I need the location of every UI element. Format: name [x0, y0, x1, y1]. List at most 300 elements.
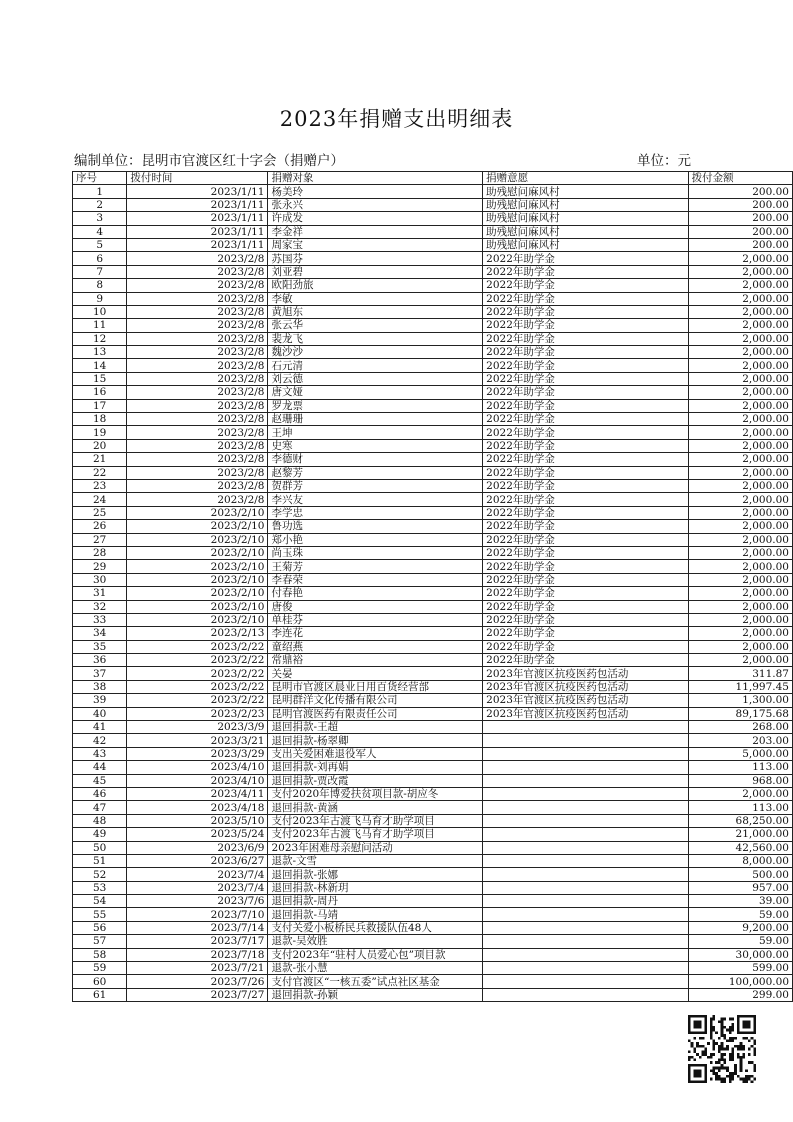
row-purpose [483, 921, 688, 934]
table-row [73, 921, 793, 934]
row-date: 2023/7/10 [127, 908, 268, 921]
row-purpose: 助残慰问麻风村 [483, 212, 688, 225]
row-recipient: 王坤 [268, 426, 483, 439]
row-purpose [483, 801, 688, 814]
table-row [73, 466, 793, 479]
row-purpose: 2022年助学金 [483, 413, 688, 426]
table-row [73, 988, 793, 1001]
row-amount: 2,000.00 [688, 613, 792, 626]
row-amount: 2,000.00 [688, 493, 792, 506]
row-amount: 2,000.00 [688, 319, 792, 332]
row-purpose [483, 975, 688, 988]
row-number: 12 [73, 332, 127, 345]
row-date: 2023/4/10 [127, 761, 268, 774]
row-purpose: 2022年助学金 [483, 439, 688, 452]
row-date: 2023/7/26 [127, 975, 268, 988]
row-amount: 2,000.00 [688, 426, 792, 439]
row-amount: 2,000.00 [688, 573, 792, 586]
row-recipient: 退款-张小慧 [268, 962, 483, 975]
row-date: 2023/7/14 [127, 921, 268, 934]
row-amount: 500.00 [688, 868, 792, 881]
row-purpose [483, 854, 688, 867]
row-purpose: 2022年助学金 [483, 640, 688, 653]
row-recipient: 支付关爱小板桥民兵救援队伍48人 [268, 921, 483, 934]
table-row [73, 305, 793, 318]
row-number: 41 [73, 721, 127, 734]
row-amount: 2,000.00 [688, 546, 792, 559]
row-recipient: 退回捐款-王超 [268, 721, 483, 734]
row-recipient: 退回捐款-贾改霞 [268, 774, 483, 787]
row-amount: 299.00 [688, 988, 792, 1001]
row-purpose [483, 908, 688, 921]
row-recipient: 李金祥 [268, 225, 483, 238]
row-amount: 21,000.00 [688, 828, 792, 841]
row-date: 2023/2/10 [127, 573, 268, 586]
row-purpose: 2023年官渡区抗疫医药包活动 [483, 707, 688, 720]
row-recipient: 常鼎裕 [268, 654, 483, 667]
row-amount: 203.00 [688, 734, 792, 747]
row-recipient: 2023年困难母亲慰问活动 [268, 841, 483, 854]
table-row [73, 908, 793, 921]
row-date: 2023/2/8 [127, 453, 268, 466]
row-number: 53 [73, 881, 127, 894]
row-date: 2023/7/4 [127, 881, 268, 894]
table-row [73, 841, 793, 854]
row-amount: 100,000.00 [688, 975, 792, 988]
table-row [73, 279, 793, 292]
row-amount: 59.00 [688, 935, 792, 948]
row-date: 2023/2/10 [127, 533, 268, 546]
row-number: 21 [73, 453, 127, 466]
row-amount: 2,000.00 [688, 560, 792, 573]
table-row [73, 761, 793, 774]
row-number: 8 [73, 279, 127, 292]
table-row [73, 640, 793, 653]
row-recipient: 刘亚碧 [268, 265, 483, 278]
row-recipient: 支出关爱困难退役军人 [268, 747, 483, 760]
row-amount: 42,560.00 [688, 841, 792, 854]
row-amount: 200.00 [688, 238, 792, 251]
table-body [73, 185, 793, 1002]
table-row [73, 479, 793, 492]
row-number: 25 [73, 506, 127, 519]
row-amount: 2,000.00 [688, 627, 792, 640]
table-row [73, 426, 793, 439]
row-date: 2023/7/4 [127, 868, 268, 881]
row-number: 29 [73, 560, 127, 573]
table-row [73, 654, 793, 667]
table-row [73, 694, 793, 707]
row-purpose: 2022年助学金 [483, 654, 688, 667]
row-date: 2023/2/8 [127, 466, 268, 479]
row-purpose: 2022年助学金 [483, 506, 688, 519]
row-number: 10 [73, 305, 127, 318]
table-row [73, 252, 793, 265]
row-amount: 2,000.00 [688, 787, 792, 800]
header-number: 序号 [73, 172, 127, 185]
row-recipient: 退回捐款-林新玥 [268, 881, 483, 894]
row-purpose: 2022年助学金 [483, 520, 688, 533]
table-row [73, 265, 793, 278]
row-number: 16 [73, 386, 127, 399]
row-number: 57 [73, 935, 127, 948]
row-amount: 2,000.00 [688, 332, 792, 345]
row-recipient: 王菊芳 [268, 560, 483, 573]
row-date: 2023/2/8 [127, 265, 268, 278]
row-date: 2023/5/10 [127, 814, 268, 827]
row-number: 4 [73, 225, 127, 238]
row-date: 2023/4/18 [127, 801, 268, 814]
row-date: 2023/2/8 [127, 292, 268, 305]
row-recipient: 退回捐款-刘再娟 [268, 761, 483, 774]
row-number: 48 [73, 814, 127, 827]
row-purpose [483, 761, 688, 774]
row-recipient: 李敏 [268, 292, 483, 305]
row-amount: 2,000.00 [688, 279, 792, 292]
row-recipient: 史寒 [268, 439, 483, 452]
row-number: 60 [73, 975, 127, 988]
row-amount: 2,000.00 [688, 654, 792, 667]
table-row [73, 734, 793, 747]
table-header-row [73, 172, 793, 185]
row-recipient: 李德财 [268, 453, 483, 466]
row-date: 2023/2/10 [127, 600, 268, 613]
row-purpose: 2022年助学金 [483, 332, 688, 345]
table-row [73, 573, 793, 586]
row-amount: 2,000.00 [688, 372, 792, 385]
row-recipient: 退回捐款-周丹 [268, 895, 483, 908]
row-recipient: 张永兴 [268, 198, 483, 211]
row-amount: 2,000.00 [688, 640, 792, 653]
row-purpose [483, 988, 688, 1001]
row-purpose [483, 734, 688, 747]
table-row [73, 935, 793, 948]
row-date: 2023/2/10 [127, 613, 268, 626]
row-purpose: 2022年助学金 [483, 426, 688, 439]
row-recipient: 退回捐款-马靖 [268, 908, 483, 921]
row-amount: 8,000.00 [688, 854, 792, 867]
header-purpose: 捐赠意愿 [483, 172, 688, 185]
row-purpose: 2022年助学金 [483, 479, 688, 492]
table-row [73, 881, 793, 894]
row-purpose [483, 721, 688, 734]
currency-unit: 单位：元 [637, 153, 691, 169]
row-date: 2023/2/10 [127, 560, 268, 573]
row-date: 2023/1/11 [127, 225, 268, 238]
row-date: 2023/1/11 [127, 238, 268, 251]
row-number: 38 [73, 680, 127, 693]
row-date: 2023/4/10 [127, 774, 268, 787]
table-row [73, 386, 793, 399]
row-recipient: 退回捐款-张娜 [268, 868, 483, 881]
row-purpose [483, 841, 688, 854]
row-number: 7 [73, 265, 127, 278]
row-amount: 39.00 [688, 895, 792, 908]
row-purpose: 2022年助学金 [483, 573, 688, 586]
table-row [73, 225, 793, 238]
row-date: 2023/1/11 [127, 212, 268, 225]
row-number: 13 [73, 346, 127, 359]
row-date: 2023/2/8 [127, 479, 268, 492]
row-amount: 2,000.00 [688, 305, 792, 318]
row-date: 2023/2/22 [127, 680, 268, 693]
row-amount: 200.00 [688, 198, 792, 211]
row-recipient: 赵黎芳 [268, 466, 483, 479]
row-recipient: 鲁功选 [268, 520, 483, 533]
row-amount: 268.00 [688, 721, 792, 734]
header-date: 拨付时间 [127, 172, 268, 185]
row-date: 2023/2/22 [127, 640, 268, 653]
row-recipient: 尚玉珠 [268, 546, 483, 559]
row-number: 14 [73, 359, 127, 372]
table-row [73, 721, 793, 734]
table-row [73, 319, 793, 332]
row-recipient: 退回捐款-杨翠卿 [268, 734, 483, 747]
row-date: 2023/3/21 [127, 734, 268, 747]
row-date: 2023/6/9 [127, 841, 268, 854]
row-number: 43 [73, 747, 127, 760]
row-recipient: 裴龙飞 [268, 332, 483, 345]
row-date: 2023/7/27 [127, 988, 268, 1001]
row-amount: 9,200.00 [688, 921, 792, 934]
table-row [73, 238, 793, 251]
row-purpose [483, 814, 688, 827]
table-row [73, 560, 793, 573]
row-purpose: 2022年助学金 [483, 560, 688, 573]
row-purpose [483, 868, 688, 881]
row-date: 2023/2/8 [127, 372, 268, 385]
row-number: 26 [73, 520, 127, 533]
row-recipient: 罗龙票 [268, 399, 483, 412]
row-purpose: 2022年助学金 [483, 627, 688, 640]
row-purpose [483, 828, 688, 841]
table-row [73, 613, 793, 626]
row-date: 2023/2/8 [127, 399, 268, 412]
table-row [73, 453, 793, 466]
row-amount: 11,997.45 [688, 680, 792, 693]
row-recipient: 许成发 [268, 212, 483, 225]
row-recipient: 支付2023年古渡飞马育才助学项目 [268, 828, 483, 841]
row-number: 28 [73, 546, 127, 559]
row-purpose: 2022年助学金 [483, 319, 688, 332]
table-row [73, 359, 793, 372]
row-number: 59 [73, 962, 127, 975]
row-recipient: 石元清 [268, 359, 483, 372]
row-number: 23 [73, 479, 127, 492]
row-purpose: 2022年助学金 [483, 265, 688, 278]
row-number: 11 [73, 319, 127, 332]
table-row [73, 546, 793, 559]
row-date: 2023/2/13 [127, 627, 268, 640]
row-date: 2023/1/11 [127, 185, 268, 198]
header-recipient: 捐赠对象 [268, 172, 483, 185]
row-date: 2023/2/8 [127, 386, 268, 399]
row-date: 2023/2/8 [127, 305, 268, 318]
row-amount: 957.00 [688, 881, 792, 894]
row-purpose: 助残慰问麻风村 [483, 198, 688, 211]
row-number: 46 [73, 787, 127, 800]
row-purpose [483, 935, 688, 948]
row-amount: 2,000.00 [688, 252, 792, 265]
row-recipient: 昆明市官渡区晨业日用百货经营部 [268, 680, 483, 693]
table-row [73, 439, 793, 452]
row-purpose: 2022年助学金 [483, 399, 688, 412]
row-purpose: 2022年助学金 [483, 252, 688, 265]
row-number: 49 [73, 828, 127, 841]
row-amount: 2,000.00 [688, 533, 792, 546]
compiling-unit: 编制单位：昆明市官渡区红十字会（捐赠户） [74, 153, 344, 169]
row-recipient: 刘云德 [268, 372, 483, 385]
row-number: 39 [73, 694, 127, 707]
row-number: 45 [73, 774, 127, 787]
row-number: 52 [73, 868, 127, 881]
row-number: 34 [73, 627, 127, 640]
row-purpose: 2022年助学金 [483, 386, 688, 399]
table-row [73, 962, 793, 975]
row-recipient: 黄旭东 [268, 305, 483, 318]
table-row [73, 292, 793, 305]
row-recipient: 李连花 [268, 627, 483, 640]
row-number: 50 [73, 841, 127, 854]
row-number: 2 [73, 198, 127, 211]
row-date: 2023/2/10 [127, 520, 268, 533]
row-date: 2023/2/8 [127, 252, 268, 265]
row-number: 15 [73, 372, 127, 385]
table-row [73, 814, 793, 827]
row-date: 2023/5/24 [127, 828, 268, 841]
row-purpose: 2023年官渡区抗疫医药包活动 [483, 667, 688, 680]
row-number: 42 [73, 734, 127, 747]
row-recipient: 杨美玲 [268, 185, 483, 198]
row-purpose [483, 948, 688, 961]
row-purpose [483, 787, 688, 800]
row-number: 36 [73, 654, 127, 667]
row-number: 55 [73, 908, 127, 921]
table-row [73, 346, 793, 359]
table-row [73, 493, 793, 506]
row-amount: 2,000.00 [688, 600, 792, 613]
table-row [73, 600, 793, 613]
row-number: 51 [73, 854, 127, 867]
row-amount: 2,000.00 [688, 453, 792, 466]
table-row [73, 587, 793, 600]
row-purpose: 2022年助学金 [483, 493, 688, 506]
row-number: 22 [73, 466, 127, 479]
row-number: 58 [73, 948, 127, 961]
row-recipient: 支付官渡区“一核五委”试点社区基金 [268, 975, 483, 988]
row-recipient: 李学忠 [268, 506, 483, 519]
table-row [73, 868, 793, 881]
row-date: 2023/2/22 [127, 654, 268, 667]
row-purpose: 2022年助学金 [483, 279, 688, 292]
row-purpose: 2023年官渡区抗疫医药包活动 [483, 694, 688, 707]
row-date: 2023/3/29 [127, 747, 268, 760]
row-date: 2023/7/21 [127, 962, 268, 975]
row-recipient: 退回捐款-黄涵 [268, 801, 483, 814]
row-amount: 2,000.00 [688, 359, 792, 372]
row-recipient: 退回捐款-孙颖 [268, 988, 483, 1001]
row-number: 19 [73, 426, 127, 439]
row-number: 27 [73, 533, 127, 546]
row-number: 54 [73, 895, 127, 908]
row-amount: 113.00 [688, 801, 792, 814]
row-amount: 5,000.00 [688, 747, 792, 760]
row-recipient: 唐俊 [268, 600, 483, 613]
row-amount: 113.00 [688, 761, 792, 774]
table-row [73, 774, 793, 787]
row-recipient: 退款-吴效胜 [268, 935, 483, 948]
row-amount: 200.00 [688, 212, 792, 225]
row-recipient: 昆明官渡医药有限责任公司 [268, 707, 483, 720]
table-row [73, 747, 793, 760]
row-number: 20 [73, 439, 127, 452]
row-amount: 2,000.00 [688, 292, 792, 305]
row-recipient: 张云华 [268, 319, 483, 332]
row-number: 44 [73, 761, 127, 774]
table-row [73, 212, 793, 225]
row-purpose: 助残慰问麻风村 [483, 185, 688, 198]
row-date: 2023/6/27 [127, 854, 268, 867]
row-purpose [483, 881, 688, 894]
row-recipient: 欧阳劲旅 [268, 279, 483, 292]
row-recipient: 李春荣 [268, 573, 483, 586]
row-number: 56 [73, 921, 127, 934]
table-row [73, 975, 793, 988]
row-recipient: 支付2023年古渡飞马育才助学项目 [268, 814, 483, 827]
row-date: 2023/2/10 [127, 587, 268, 600]
row-recipient: 贺群芳 [268, 479, 483, 492]
row-recipient: 苏国芬 [268, 252, 483, 265]
row-amount: 2,000.00 [688, 265, 792, 278]
table-row [73, 506, 793, 519]
row-date: 2023/1/11 [127, 198, 268, 211]
table-row [73, 707, 793, 720]
row-purpose: 助残慰问麻风村 [483, 238, 688, 251]
qr-code [688, 1015, 756, 1083]
row-number: 6 [73, 252, 127, 265]
row-number: 33 [73, 613, 127, 626]
row-recipient: 周家宝 [268, 238, 483, 251]
table-row [73, 198, 793, 211]
table-row [73, 520, 793, 533]
table-row [73, 828, 793, 841]
row-number: 40 [73, 707, 127, 720]
row-number: 37 [73, 667, 127, 680]
table-row [73, 895, 793, 908]
table-row [73, 185, 793, 198]
row-amount: 68,250.00 [688, 814, 792, 827]
row-purpose [483, 747, 688, 760]
row-number: 47 [73, 801, 127, 814]
row-amount: 1,300.00 [688, 694, 792, 707]
row-purpose [483, 774, 688, 787]
row-amount: 2,000.00 [688, 479, 792, 492]
row-number: 31 [73, 587, 127, 600]
row-purpose: 助残慰问麻风村 [483, 225, 688, 238]
row-date: 2023/7/6 [127, 895, 268, 908]
row-date: 2023/2/8 [127, 359, 268, 372]
row-date: 2023/2/8 [127, 332, 268, 345]
row-purpose [483, 895, 688, 908]
row-number: 9 [73, 292, 127, 305]
row-recipient: 唐文娅 [268, 386, 483, 399]
row-number: 24 [73, 493, 127, 506]
row-date: 2023/2/8 [127, 279, 268, 292]
row-date: 2023/2/8 [127, 346, 268, 359]
row-date: 2023/7/18 [127, 948, 268, 961]
table-row [73, 332, 793, 345]
table-row [73, 372, 793, 385]
